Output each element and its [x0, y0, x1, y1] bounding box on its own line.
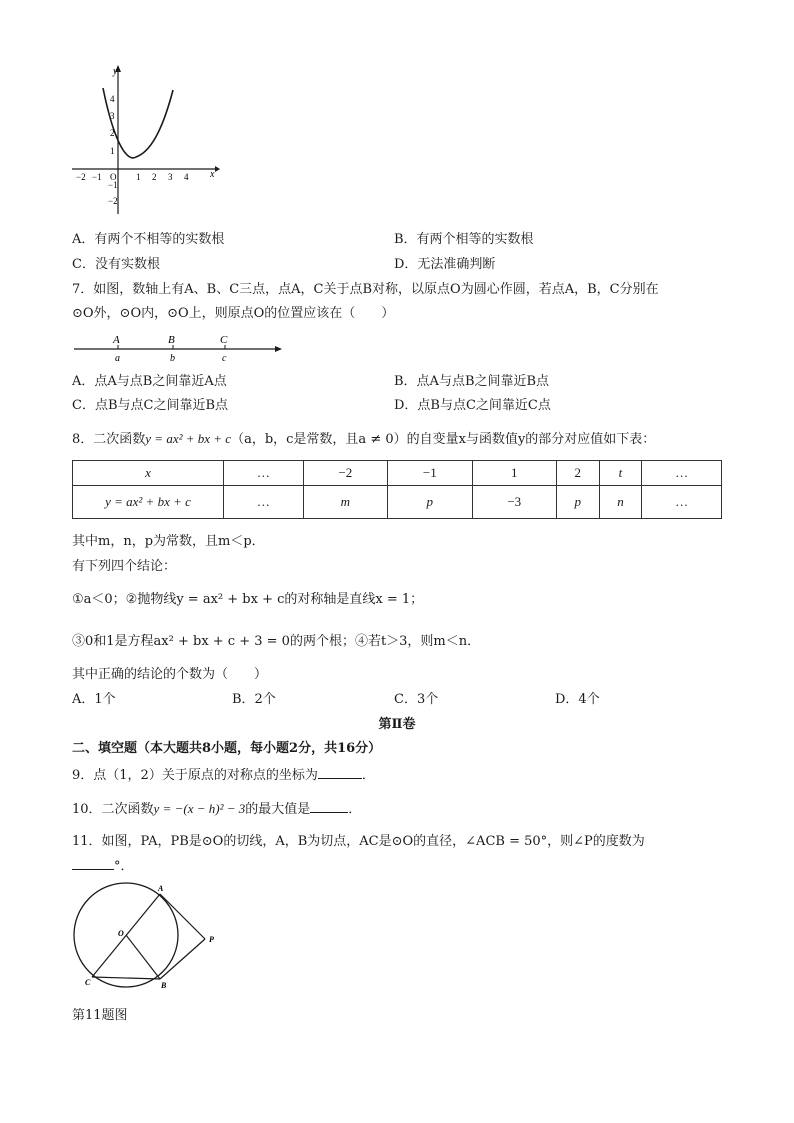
table-cell: m [303, 486, 387, 519]
q9 [72, 766, 375, 785]
q6-option-d: D．无法准确判断 [394, 257, 496, 272]
x-tick: 2 [152, 172, 157, 182]
table-cell: n [599, 486, 642, 519]
table-cell: … [224, 486, 304, 519]
q8-function: y = ax² + bx + c [145, 431, 232, 446]
q8-conclusion-3-4: ③0和1是方程ax² + bx + c + 3 = 0的两个根；④若t＞3，则m＜n． [72, 634, 481, 649]
tangent-pa [160, 894, 205, 939]
x-tick: −2 [76, 172, 86, 182]
q8-conclusions-intro: 有下列四个结论： [72, 559, 177, 574]
x-tick: 1 [136, 172, 141, 182]
table-cell: p [388, 486, 472, 519]
q8-option-d: D．4个 [555, 692, 600, 707]
section-heading: 二、填空题（本大题共8小题，每小题2分，共16分） [72, 741, 382, 756]
point-label: B [161, 981, 167, 990]
y-tick: −1 [108, 180, 118, 190]
table-cell: … [642, 461, 722, 486]
point-label: A [113, 334, 120, 346]
q7-option-a: A．点A与点B之间靠近A点 [72, 374, 227, 389]
q7-number-line [72, 330, 284, 364]
q8-value-table [72, 460, 722, 519]
q8-option-b: B．2个 [232, 692, 276, 707]
q11-end: °． [114, 859, 134, 874]
answer-blank[interactable] [318, 766, 362, 779]
table-cell: … [224, 461, 304, 486]
q8-conclusion-1-2: ①a＜0；②抛物线y = ax² + bx + c的对称轴是直线x = 1； [72, 592, 424, 607]
q8-stem-a: 8．二次函数 [72, 432, 146, 447]
point-label: A [158, 884, 164, 893]
segment-ob [126, 935, 160, 979]
q6-option-c: C．没有实数根 [72, 257, 160, 272]
q9-text: 9．点（1，2）关于原点的对称点的坐标为 [72, 768, 318, 783]
q8-stem [72, 430, 655, 449]
x-axis-label: x [210, 169, 215, 180]
answer-blank[interactable] [72, 857, 114, 870]
x-tick: 4 [184, 172, 189, 182]
q10-tail: ． [348, 802, 362, 817]
table-cell: −2 [303, 461, 387, 486]
q6-option-a: A．有两个不相等的实数根 [72, 232, 225, 247]
table-cell: 2 [556, 461, 599, 486]
y-axis-label: y [113, 66, 118, 77]
q7-stem-line1: 7．如图，数轴上有A、B、C三点，点A，C关于点B对称，以原点O为圆心作圆，若点A，B，C分别在 [72, 282, 659, 297]
q7-option-d: D．点B与点C之间靠近C点 [394, 398, 551, 413]
table-cell: y = ax² + bx + c [73, 486, 224, 519]
q11-stem-line1: 11．如图，PA，PB是⊙O的切线，A，B为切点，AC是⊙O的直径，∠ACB = 50°，则∠P的度数为 [72, 834, 645, 849]
coordinate-label: a [115, 353, 120, 364]
chord-cb [92, 977, 160, 979]
q11-circle-figure [70, 882, 220, 992]
coordinate-label: c [222, 353, 227, 364]
table-cell: … [642, 486, 722, 519]
y-tick: 1 [110, 146, 115, 156]
table-cell: p [556, 486, 599, 519]
q8-note: 其中m，n，p为常数，且m＜p． [72, 534, 265, 549]
q11-stem-line2 [72, 857, 134, 876]
q9-end: ． [361, 768, 375, 783]
point-label: C [220, 334, 228, 346]
y-tick: 2 [110, 128, 115, 138]
table-cell: −3 [472, 486, 556, 519]
y-tick: −2 [108, 196, 118, 206]
q10-end: 的最大值是 [245, 802, 311, 817]
point-label: C [85, 978, 91, 987]
table-cell: −1 [388, 461, 472, 486]
q6-option-b: B．有两个相等的实数根 [394, 232, 534, 247]
y-tick: 3 [110, 111, 115, 121]
q10-function: y = −(x − h)² − 3 [153, 801, 246, 816]
table-row [73, 461, 722, 486]
q6-parabola-graph [70, 62, 220, 217]
table-cell: x [73, 461, 224, 486]
table-cell: 1 [472, 461, 556, 486]
q11-caption: 第11题图 [72, 1008, 128, 1023]
table-row [73, 486, 722, 519]
x-tick: −1 [92, 172, 102, 182]
q8-option-c: C．3个 [394, 692, 439, 707]
q8-option-a: A．1个 [72, 692, 116, 707]
tangent-pb [160, 939, 205, 979]
q8-stem-b: （a，b，c是常数，且a ≠ 0）的自变量x与函数值y的部分对应值如下表： [231, 432, 656, 447]
x-tick: 3 [168, 172, 173, 182]
q8-question: 其中正确的结论的个数为（ ） [72, 667, 268, 682]
answer-blank[interactable] [310, 800, 348, 813]
origin-label: O [110, 172, 117, 182]
q10 [72, 800, 361, 819]
y-tick: 4 [110, 94, 115, 104]
q7-option-c: C．点B与点C之间靠近B点 [72, 398, 229, 413]
table-cell: t [599, 461, 642, 486]
point-label: O [118, 929, 124, 938]
section-title: 第Ⅱ卷 [378, 717, 416, 732]
q7-option-b: B．点A与点B之间靠近B点 [394, 374, 550, 389]
q7-stem-line2: ⊙O外，⊙O内，⊙O上，则原点O的位置应该在（ ） [72, 306, 395, 321]
point-label: B [168, 334, 175, 346]
coordinate-label: b [170, 353, 175, 364]
q10-text: 10．二次函数 [72, 802, 154, 817]
point-label: P [209, 935, 214, 944]
